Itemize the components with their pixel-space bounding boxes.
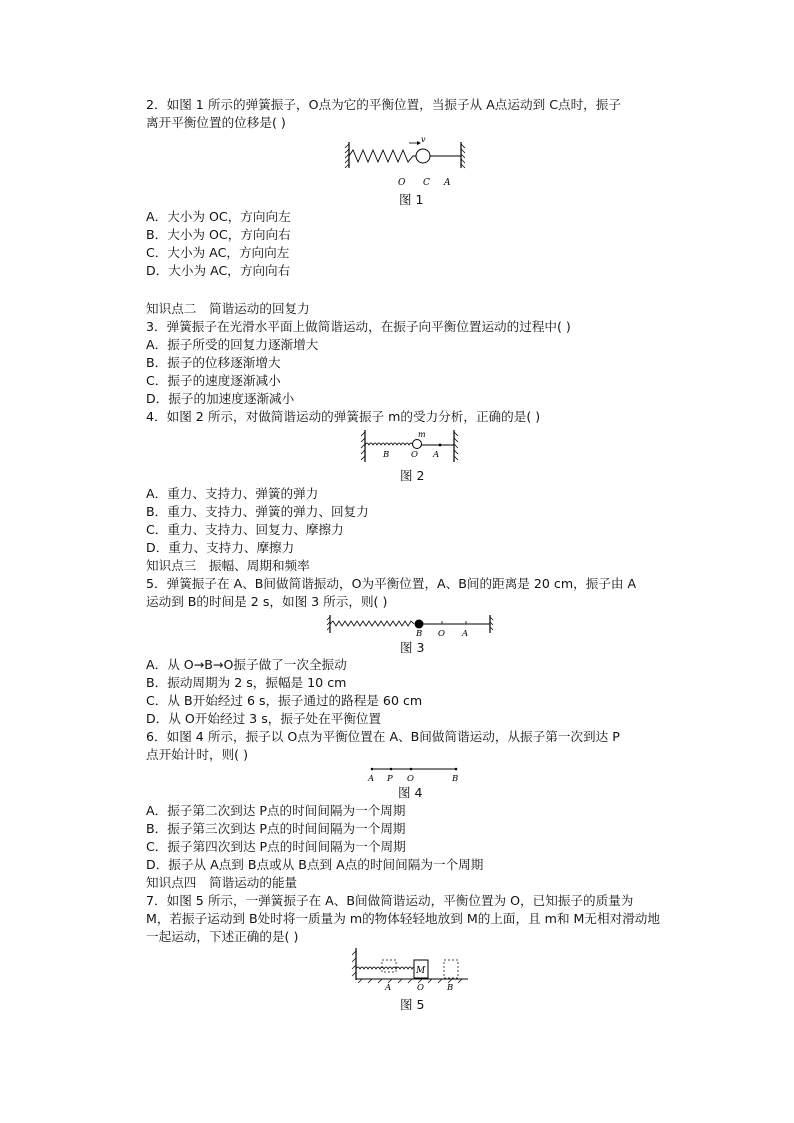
fig4-label-B: B bbox=[452, 774, 459, 784]
q3-option-c: C．振子的速度逐渐减小 bbox=[146, 373, 281, 388]
q7-stem-line3: 一起运动，下述正确的是( ) bbox=[146, 929, 299, 944]
q6-option-b: B．振子第三次到达 P点的时间间隔为一个周期 bbox=[146, 821, 406, 836]
fig1-label-A: A bbox=[444, 178, 451, 188]
q2-stem-line1: 2．如图 1 所示的弹簧振子，O点为它的平衡位置，当振子从 A点运动到 C点时，振子 bbox=[146, 97, 621, 112]
q2-option-b: B．大小为 OC，方向向右 bbox=[146, 227, 291, 242]
q3-option-d: D．振子的加速度逐渐减小 bbox=[146, 391, 295, 406]
fig3-label-O: O bbox=[438, 629, 445, 639]
q4-option-d: D．重力、支持力、摩擦力 bbox=[146, 540, 295, 555]
fig3-label-A: A bbox=[462, 629, 469, 639]
q2-option-d: D．大小为 AC，方向向右 bbox=[146, 263, 291, 278]
figure-3-spring-oscillator bbox=[327, 613, 495, 639]
q2-option-a: A．大小为 OC，方向向左 bbox=[146, 209, 291, 224]
q3-stem: 3．弹簧振子在光滑水平面上做简谐运动，在振子向平衡位置运动的过程中( ) bbox=[146, 319, 571, 334]
figure-1-caption: 图 1 bbox=[399, 192, 424, 207]
q5-option-a: A．从 O→B→O振子做了一次全振动 bbox=[146, 657, 347, 672]
q2-stem-line2: 离开平衡位置的位移是( ) bbox=[146, 115, 286, 130]
fig1-label-v: v bbox=[421, 135, 426, 144]
fig4-label-A: A bbox=[368, 774, 375, 784]
figure-4-caption: 图 4 bbox=[398, 785, 423, 800]
q7-stem-line2: M，若振子运动到 B处时将一质量为 m的物体轻轻地放到 M的上面，且 m和 M无相对滑动地 bbox=[146, 911, 660, 926]
q4-stem: 4．如图 2 所示，对做简谐运动的弹簧振子 m的受力分析，正确的是( ) bbox=[146, 409, 541, 424]
q3-option-b: B．振子的位移逐渐增大 bbox=[146, 355, 281, 370]
q6-stem-line2: 点开始计时，则( ) bbox=[146, 747, 248, 762]
figure-2-spring-oscillator bbox=[361, 428, 461, 464]
q6-option-d: D．振子从 A点到 B点或从 B点到 A点的时间间隔为一个周期 bbox=[146, 857, 484, 872]
fig5-label-A: A bbox=[385, 983, 392, 993]
fig3-label-B: B bbox=[416, 629, 423, 639]
q5-option-c: C．从 B开始经过 6 s，振子通过的路程是 60 cm bbox=[146, 693, 423, 708]
figure-4-line-segment bbox=[364, 764, 464, 784]
fig2-label-A: A bbox=[433, 450, 440, 460]
figure-3-caption: 图 3 bbox=[400, 640, 425, 655]
fig4-label-O: O bbox=[407, 774, 414, 784]
figure-5-caption: 图 5 bbox=[400, 997, 425, 1012]
q4-option-b: B．重力、支持力、弹簧的弹力、回复力 bbox=[146, 504, 369, 519]
section-heading-2: 知识点二 简谐运动的回复力 bbox=[146, 301, 310, 316]
q5-stem-line2: 运动到 B的时间是 2 s，如图 3 所示，则( ) bbox=[146, 594, 388, 609]
fig2-label-B: B bbox=[383, 450, 390, 460]
q7-stem-line1: 7．如图 5 所示，一弹簧振子在 A、B间做简谐运动，平衡位置为 O，已知振子的质量为 bbox=[146, 893, 634, 908]
fig5-label-B: B bbox=[447, 983, 454, 993]
q4-option-a: A．重力、支持力、弹簧的弹力 bbox=[146, 486, 319, 501]
fig1-label-C: C bbox=[423, 178, 430, 188]
q5-option-b: B．振动周期为 2 s，振幅是 10 cm bbox=[146, 675, 347, 690]
q5-option-d: D．从 O开始经过 3 s，振子处在平衡位置 bbox=[146, 711, 382, 726]
q3-option-a: A．振子所受的回复力逐渐增大 bbox=[146, 337, 319, 352]
q2-option-c: C．大小为 AC，方向向左 bbox=[146, 245, 290, 260]
figure-1-spring-oscillator bbox=[345, 134, 475, 190]
figure-5-spring-block bbox=[352, 946, 470, 992]
q6-option-a: A．振子第二次到达 P点的时间间隔为一个周期 bbox=[146, 803, 406, 818]
q6-stem-line1: 6．如图 4 所示，振子以 O点为平衡位置在 A、B间做简谐运动，从振子第一次到达 P bbox=[146, 729, 620, 744]
section-heading-3: 知识点三 振幅、周期和频率 bbox=[146, 558, 310, 573]
fig5-label-M: M bbox=[416, 966, 426, 976]
q5-stem-line1: 5．弹簧振子在 A、B间做简谐振动，O为平衡位置，A、B间的距离是 20 cm，振子由 A bbox=[146, 576, 637, 591]
fig2-label-O: O bbox=[411, 450, 418, 460]
q4-option-c: C．重力、支持力、回复力、摩擦力 bbox=[146, 522, 344, 537]
section-heading-4: 知识点四 简谐运动的能量 bbox=[146, 875, 298, 890]
fig4-label-P: P bbox=[387, 774, 393, 784]
fig2-label-m: m bbox=[418, 430, 426, 439]
fig5-label-O: O bbox=[417, 983, 424, 993]
fig1-label-O: O bbox=[398, 178, 406, 188]
q6-option-c: C．振子第四次到达 P点的时间间隔为一个周期 bbox=[146, 839, 406, 854]
figure-2-caption: 图 2 bbox=[400, 468, 425, 483]
